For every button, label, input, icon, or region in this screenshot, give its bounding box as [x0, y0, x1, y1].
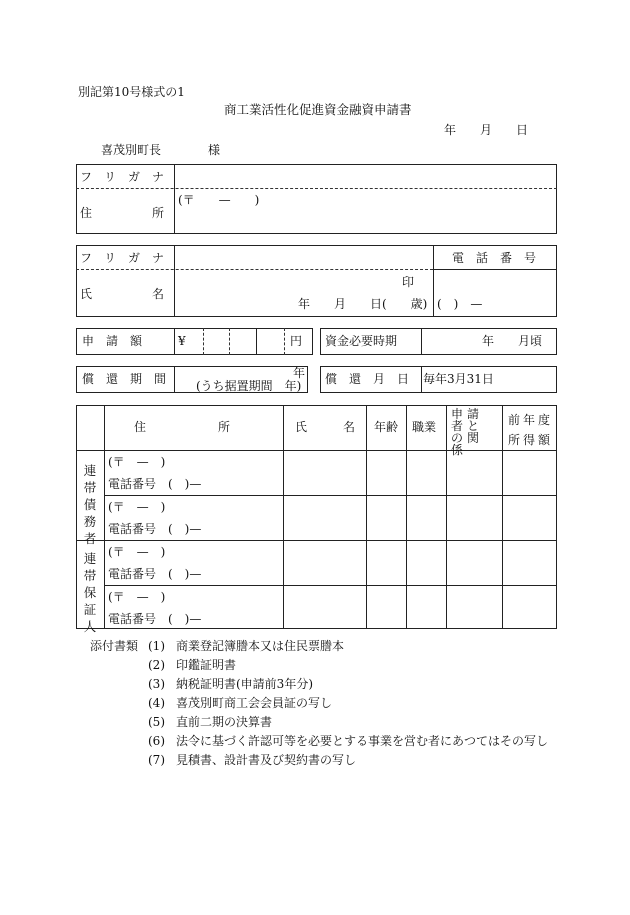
row2-postal[interactable]: (〒 — ): [108, 500, 166, 514]
row4-postal[interactable]: (〒 — ): [108, 590, 166, 604]
addressee-honorific: 様: [208, 143, 221, 157]
row3-phone[interactable]: 電話番号 ( )—: [108, 567, 202, 581]
repay-date-value: 毎年3月31日: [423, 372, 494, 386]
phone-label: 電 話 番 号: [452, 251, 537, 265]
attachment-num: (5): [148, 715, 165, 729]
repay-grace[interactable]: (うち据置期間 年): [196, 379, 302, 393]
row4-phone[interactable]: 電話番号 ( )—: [108, 612, 202, 626]
address-label: 住 所: [80, 206, 165, 220]
attachment-text: 見積書、設計書及び契約書の写し: [176, 753, 357, 767]
header-income: 前年度所得額: [508, 413, 554, 447]
attachment-num: (6): [148, 734, 165, 748]
date-year: 年: [444, 123, 457, 137]
name-label: 氏 名: [80, 287, 165, 301]
header-relation: 申請者との関係: [451, 407, 484, 457]
address-postal[interactable]: (〒 — ): [178, 193, 260, 207]
page-title: 商工業活性化促進資金融資申請書: [224, 102, 412, 117]
attachment-num: (2): [148, 658, 165, 672]
repay-period-year: 年: [293, 366, 306, 380]
header-age: 年齢: [374, 420, 399, 434]
address-furigana-label: フ リ ガ ナ: [80, 170, 165, 184]
repay-date-label: 償 還 月 日: [325, 372, 410, 386]
need-time-label: 資金必要時期: [325, 334, 398, 348]
attachment-text: 喜茂別町商工会会員証の写し: [176, 696, 333, 710]
row1-postal[interactable]: (〒 — ): [108, 455, 166, 469]
attachment-num: (7): [148, 753, 165, 767]
attachment-text: 印鑑証明書: [176, 658, 237, 672]
repay-period-label: 償 還 期 間: [82, 372, 167, 386]
attachment-text: 商業登記簿謄本又は住民票謄本: [176, 639, 345, 653]
row2-phone[interactable]: 電話番号 ( )—: [108, 522, 202, 536]
header-address: 住 所: [134, 420, 231, 434]
group-label-guarantor: 連帯保証人: [83, 551, 97, 634]
header-job: 職業: [412, 420, 437, 434]
name-furigana-label: フ リ ガ ナ: [80, 251, 165, 265]
group-label-debtor: 連帯債務者: [83, 463, 97, 546]
need-time-value[interactable]: 年 月頃: [482, 334, 543, 348]
attachments-label: 添付書類: [90, 639, 139, 653]
date-month: 月: [480, 123, 493, 137]
attachment-num: (4): [148, 696, 165, 710]
phone-value[interactable]: ( ) —: [437, 297, 483, 311]
amount-label: 申 請 額: [82, 334, 143, 348]
form-number: 別記第10号様式の1: [78, 85, 185, 99]
attachment-num: (1): [148, 639, 165, 653]
birth-date[interactable]: 年 月 日( 歳): [298, 297, 428, 311]
seal-mark: 印: [402, 275, 415, 289]
address-furigana-field[interactable]: [180, 171, 550, 185]
yen-mark: ¥: [178, 334, 186, 348]
date-day: 日: [516, 123, 529, 137]
addressee-name: 喜茂別町長: [101, 143, 162, 157]
attachment-text: 納税証明書(申請前3年分): [176, 677, 313, 691]
attachment-text: 直前二期の決算書: [176, 715, 273, 729]
row1-phone[interactable]: 電話番号 ( )—: [108, 477, 202, 491]
attachment-text: 法令に基づく許認可等を必要とする事業を営む者にあつてはその写し: [176, 734, 549, 748]
yen-unit: 円: [290, 334, 303, 348]
header-name: 氏 名: [295, 420, 356, 434]
row3-postal[interactable]: (〒 — ): [108, 545, 166, 559]
attachment-num: (3): [148, 677, 165, 691]
